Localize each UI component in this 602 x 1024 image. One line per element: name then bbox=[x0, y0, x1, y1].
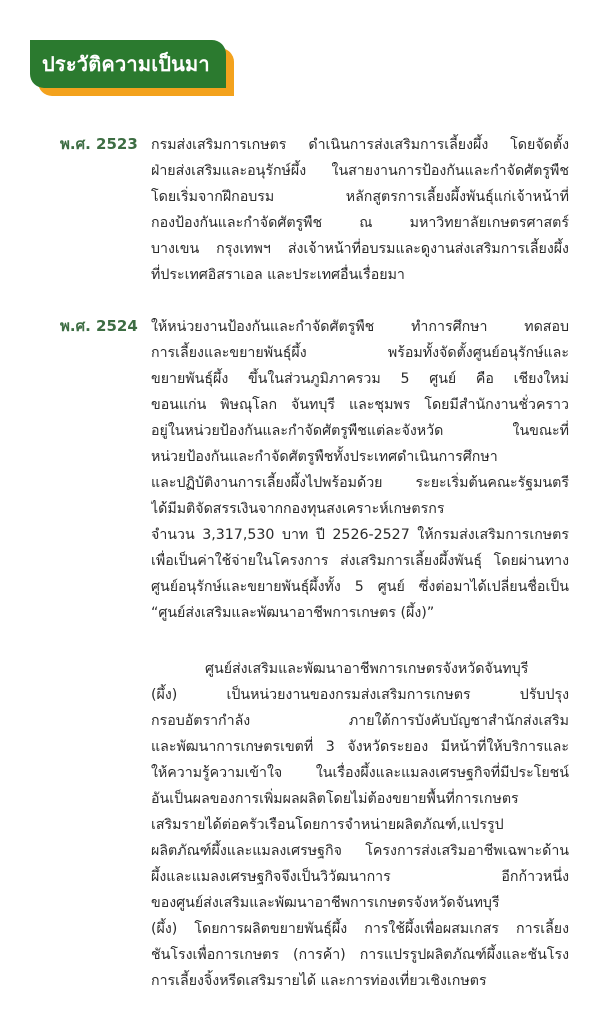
text-line: ขอนแก่น พิษณุโลก จันทบุรี และชุมพร โดยมีสำนักงานชั่วคราว bbox=[151, 397, 569, 413]
entry-year: พ.ศ. 2524 bbox=[60, 317, 138, 335]
text-line: และปฏิบัติงานการเลี้ยงผึ้งไปพร้อมด้วย ระยะเริ่มต้นคณะรัฐมนตรี bbox=[151, 475, 569, 491]
text-line: ให้หน่วยงานป้องกันและกำจัดศัตรูพืช ทำการศึกษา ทดสอบ bbox=[151, 319, 569, 335]
text-line: ของศูนย์ส่งเสริมและพัฒนาอาชีพการเกษตรจังหวัดจันทบุรี bbox=[151, 895, 500, 911]
text-line: อยู่ในหน่วยป้องกันและกำจัดศัตรูพืชแต่ละจังหวัด ในขณะที่ bbox=[151, 423, 569, 439]
text-line: หน่วยป้องกันและกำจัดศัตรูพืชทั้งประเทศดำเนินการศึกษา bbox=[151, 449, 498, 465]
text-line: ศูนย์ส่งเสริมและพัฒนาอาชีพการเกษตรจังหวัดจันทบุรี bbox=[205, 661, 529, 677]
text-line: ได้มีมติจัดสรรเงินจากกองทุนสงเคราะห์เกษตรกร bbox=[151, 501, 445, 517]
text-line: อันเป็นผลของการเพิ่มผลผลิตโดยไม่ต้องขยายพื้นที่การเกษตร bbox=[151, 791, 519, 807]
text-line: กรมส่งเสริมการเกษตร ดำเนินการส่งเสริมการเลี้ยงผึ้ง โดยจัดตั้ง bbox=[151, 137, 569, 153]
header-banner bbox=[30, 40, 226, 88]
text-line: (ผึ้ง) เป็นหน่วยงานของกรมส่งเสริมการเกษตร ปรับปรุง bbox=[151, 687, 569, 703]
page-title: ประวัติความเป็นมา bbox=[42, 52, 210, 76]
text-line: การเลี้ยงจิ้งหรีดเสริมรายได้ และการท่องเที่ยวเชิงเกษตร bbox=[151, 973, 487, 989]
text-line: ผึ้งและแมลงเศรษฐกิจจึงเป็นวิวัฒนาการ อีกก้าวหนึ่ง bbox=[151, 869, 569, 885]
text-line: ผลิตภัณฑ์ผึ้งและแมลงเศรษฐกิจ โครงการส่งเสริมอาชีพเฉพาะด้าน bbox=[151, 843, 569, 859]
entry-year: พ.ศ. 2523 bbox=[60, 135, 138, 153]
text-line: โดยเริ่มจากฝึกอบรม หลักสูตรการเลี้ยงผึ้งพันธุ์แก่เจ้าหน้าที่ bbox=[151, 189, 569, 205]
text-line: กรอบอัตรากำลัง ภายใต้การบังคับบัญชาสำนักส่งเสริม bbox=[151, 713, 569, 729]
section-header bbox=[30, 40, 234, 96]
text-line: ขยายพันธุ์ผึ้ง ขึ้นในส่วนภูมิภาครวม 5 ศูนย์ คือ เชียงใหม่ bbox=[151, 371, 569, 387]
entry-text bbox=[151, 314, 569, 626]
text-line: จำนวน 3,317,530 บาท ปี 2526-2527 ให้กรมส่งเสริมการเกษตร bbox=[151, 527, 569, 543]
text-line: กองป้องกันและกำจัดศัตรูพืช ณ มหาวิทยาลัยเกษตรศาสตร์ bbox=[151, 215, 569, 231]
entry-text bbox=[151, 132, 569, 288]
paragraph-text bbox=[151, 656, 569, 994]
text-line: ให้ความรู้ความเข้าใจ ในเรื่องผึ้งและแมลงเศรษฐกิจที่มีประโยชน์ bbox=[151, 765, 569, 781]
text-line: ที่ประเทศอิสราเอล และประเทศอื่นเรื่อยมา bbox=[151, 267, 405, 283]
text-line: (ผึ้ง) โดยการผลิตขยายพันธุ์ผึ้ง การใช้ผึ้งเพื่อผสมเกสร การเลี้ยง bbox=[151, 921, 569, 937]
text-line: การเลี้ยงและขยายพันธุ์ผึ้ง พร้อมทั้งจัดตั้งศูนย์อนุรักษ์และ bbox=[151, 345, 569, 361]
text-line: “ศูนย์ส่งเสริมและพัฒนาอาชีพการเกษตร (ผึ้ง)” bbox=[151, 605, 435, 621]
text-line: บางเขน กรุงเทพฯ ส่งเจ้าหน้าที่อบรมและดูงานส่งเสริมการเลี้ยงผึ้ง bbox=[151, 241, 569, 257]
text-line: ฝ่ายส่งเสริมและอนุรักษ์ผึ้ง ในสายงานการป้องกันและกำจัดศัตรูพืช bbox=[151, 163, 569, 179]
text-line: ศูนย์อนุรักษ์และขยายพันธุ์ผึ้งทั้ง 5 ศูนย์ ซึ่งต่อมาได้เปลี่ยนชื่อเป็น bbox=[151, 579, 569, 595]
text-line: เสริมรายได้ต่อครัวเรือนโดยการจำหน่ายผลิตภัณฑ์,แปรรูป bbox=[151, 817, 504, 833]
text-line: ชันโรงเพื่อการเกษตร (การค้า) การแปรรูปผลิตภัณฑ์ผึ้งและชันโรง bbox=[151, 947, 569, 963]
text-line: เพื่อเป็นค่าใช้จ่ายในโครงการ ส่งเสริมการเลี้ยงผึ้งพันธุ์ โดยผ่านทาง bbox=[151, 553, 569, 569]
text-line: และพัฒนาการเกษตรเขตที่ 3 จังหวัดระยอง มีหน้าที่ให้บริการและ bbox=[151, 739, 569, 755]
